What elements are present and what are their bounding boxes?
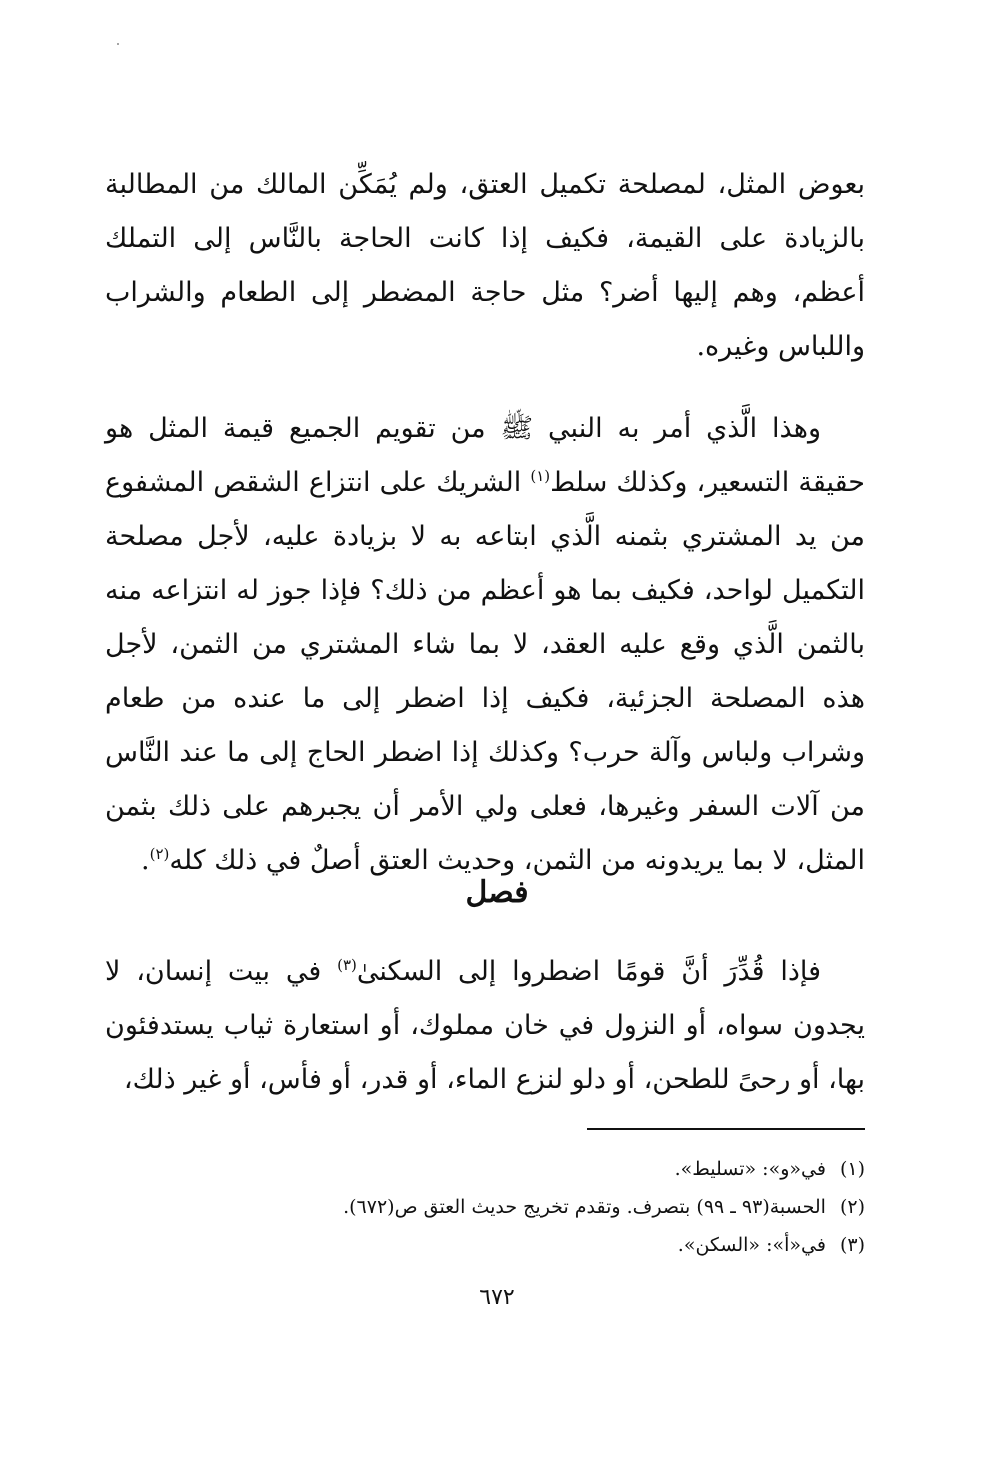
footnote-2-text: الحسبة(٩٣ ـ ٩٩) بتصرف. وتقدم تخريج حديث العتق ص(٦٧٢). — [343, 1196, 826, 1218]
footnote-2 — [105, 1188, 865, 1226]
footnote-divider — [587, 1128, 865, 1130]
paragraph-1 — [105, 158, 865, 374]
paragraph-3-text — [105, 945, 865, 1107]
footnote-1-text: في«و»: «تسليط». — [674, 1158, 826, 1180]
paragraph-2 — [105, 402, 865, 888]
footnote-1 — [105, 1150, 865, 1188]
footnote-ref-1: (١) — [530, 467, 551, 485]
paragraph-1-text: بعوض المثل، لمصلحة تكميل العتق، ولم يُمَكِّن المالك من المطالبة بالزيادة على القيمة، فكيف إذا كانت الحاجة بالنَّاس إلى التملك أعظم، وهم إليها أضر؟ مثل حاجة المضطر إلى الطعام والشراب واللباس وغيره. — [105, 169, 865, 362]
section-heading: فصل — [465, 875, 529, 910]
page-number: ٦٧٢ — [479, 1285, 515, 1310]
footnote-ref-2: (٢) — [149, 845, 170, 863]
footnote-3-number: (٣) — [839, 1234, 865, 1256]
paragraph-3-part-1: فإذا قُدِّرَ أنَّ قومًا اضطروا إلى السكنىٰ — [356, 956, 821, 987]
paragraph-2-part-3: . — [141, 845, 150, 876]
footnote-3-text: في«أ»: «السكن». — [677, 1234, 826, 1256]
paragraph-3-part-2: في بيت إنسان، لا يجدون سواه، أو النزول في خان مملوك، أو استعارة ثياب يستدفئون بها، أو رحىً للطحن، أو دلو لنزع الماء، أو قدر، أو فأس، أو غير ذلك، — [105, 956, 865, 1095]
paragraph-2-part-1: وهذا الَّذي أمر به النبي ﷺ من تقويم الجميع قيمة المثل هو حقيقة التسعير، وكذلك سلط — [105, 413, 865, 498]
footnotes — [105, 1150, 865, 1264]
footnote-1-number: (١) — [839, 1158, 865, 1180]
paragraph-2-part-2: الشريك على انتزاع الشقص المشفوع من يد المشتري بثمنه الَّذي ابتاعه به لا بزيادة عليه، لأجل مصلحة التكميل لواحد، فكيف بما هو أعظم من ذلك؟ فإذا جوز له انتزاعه منه بالثمن الَّذي وقع عليه العقد، لا بما شاء المشتري من الثمن، لأجل هذه المصلحة الجزئية، فكيف إذا اضطر إلى ما عنده من طعام وشراب ولباس وآلة حرب؟ وكذلك إذا اضطر الحاج إلى ما عند النَّاس من آلات السفر وغيرها، فعلى ولي الأمر أن يجبرهم على ذلك بثمن المثل، لا بما يريدونه من الثمن، وحديث العتق أصلٌ في ذلك كله — [105, 467, 865, 876]
footnote-3 — [105, 1226, 865, 1264]
scan-speck — [117, 43, 119, 45]
paragraph-3 — [105, 945, 865, 1107]
paragraph-2-text — [105, 402, 865, 888]
footnote-2-number: (٢) — [839, 1196, 865, 1218]
footnote-ref-3: (٣) — [337, 956, 357, 974]
